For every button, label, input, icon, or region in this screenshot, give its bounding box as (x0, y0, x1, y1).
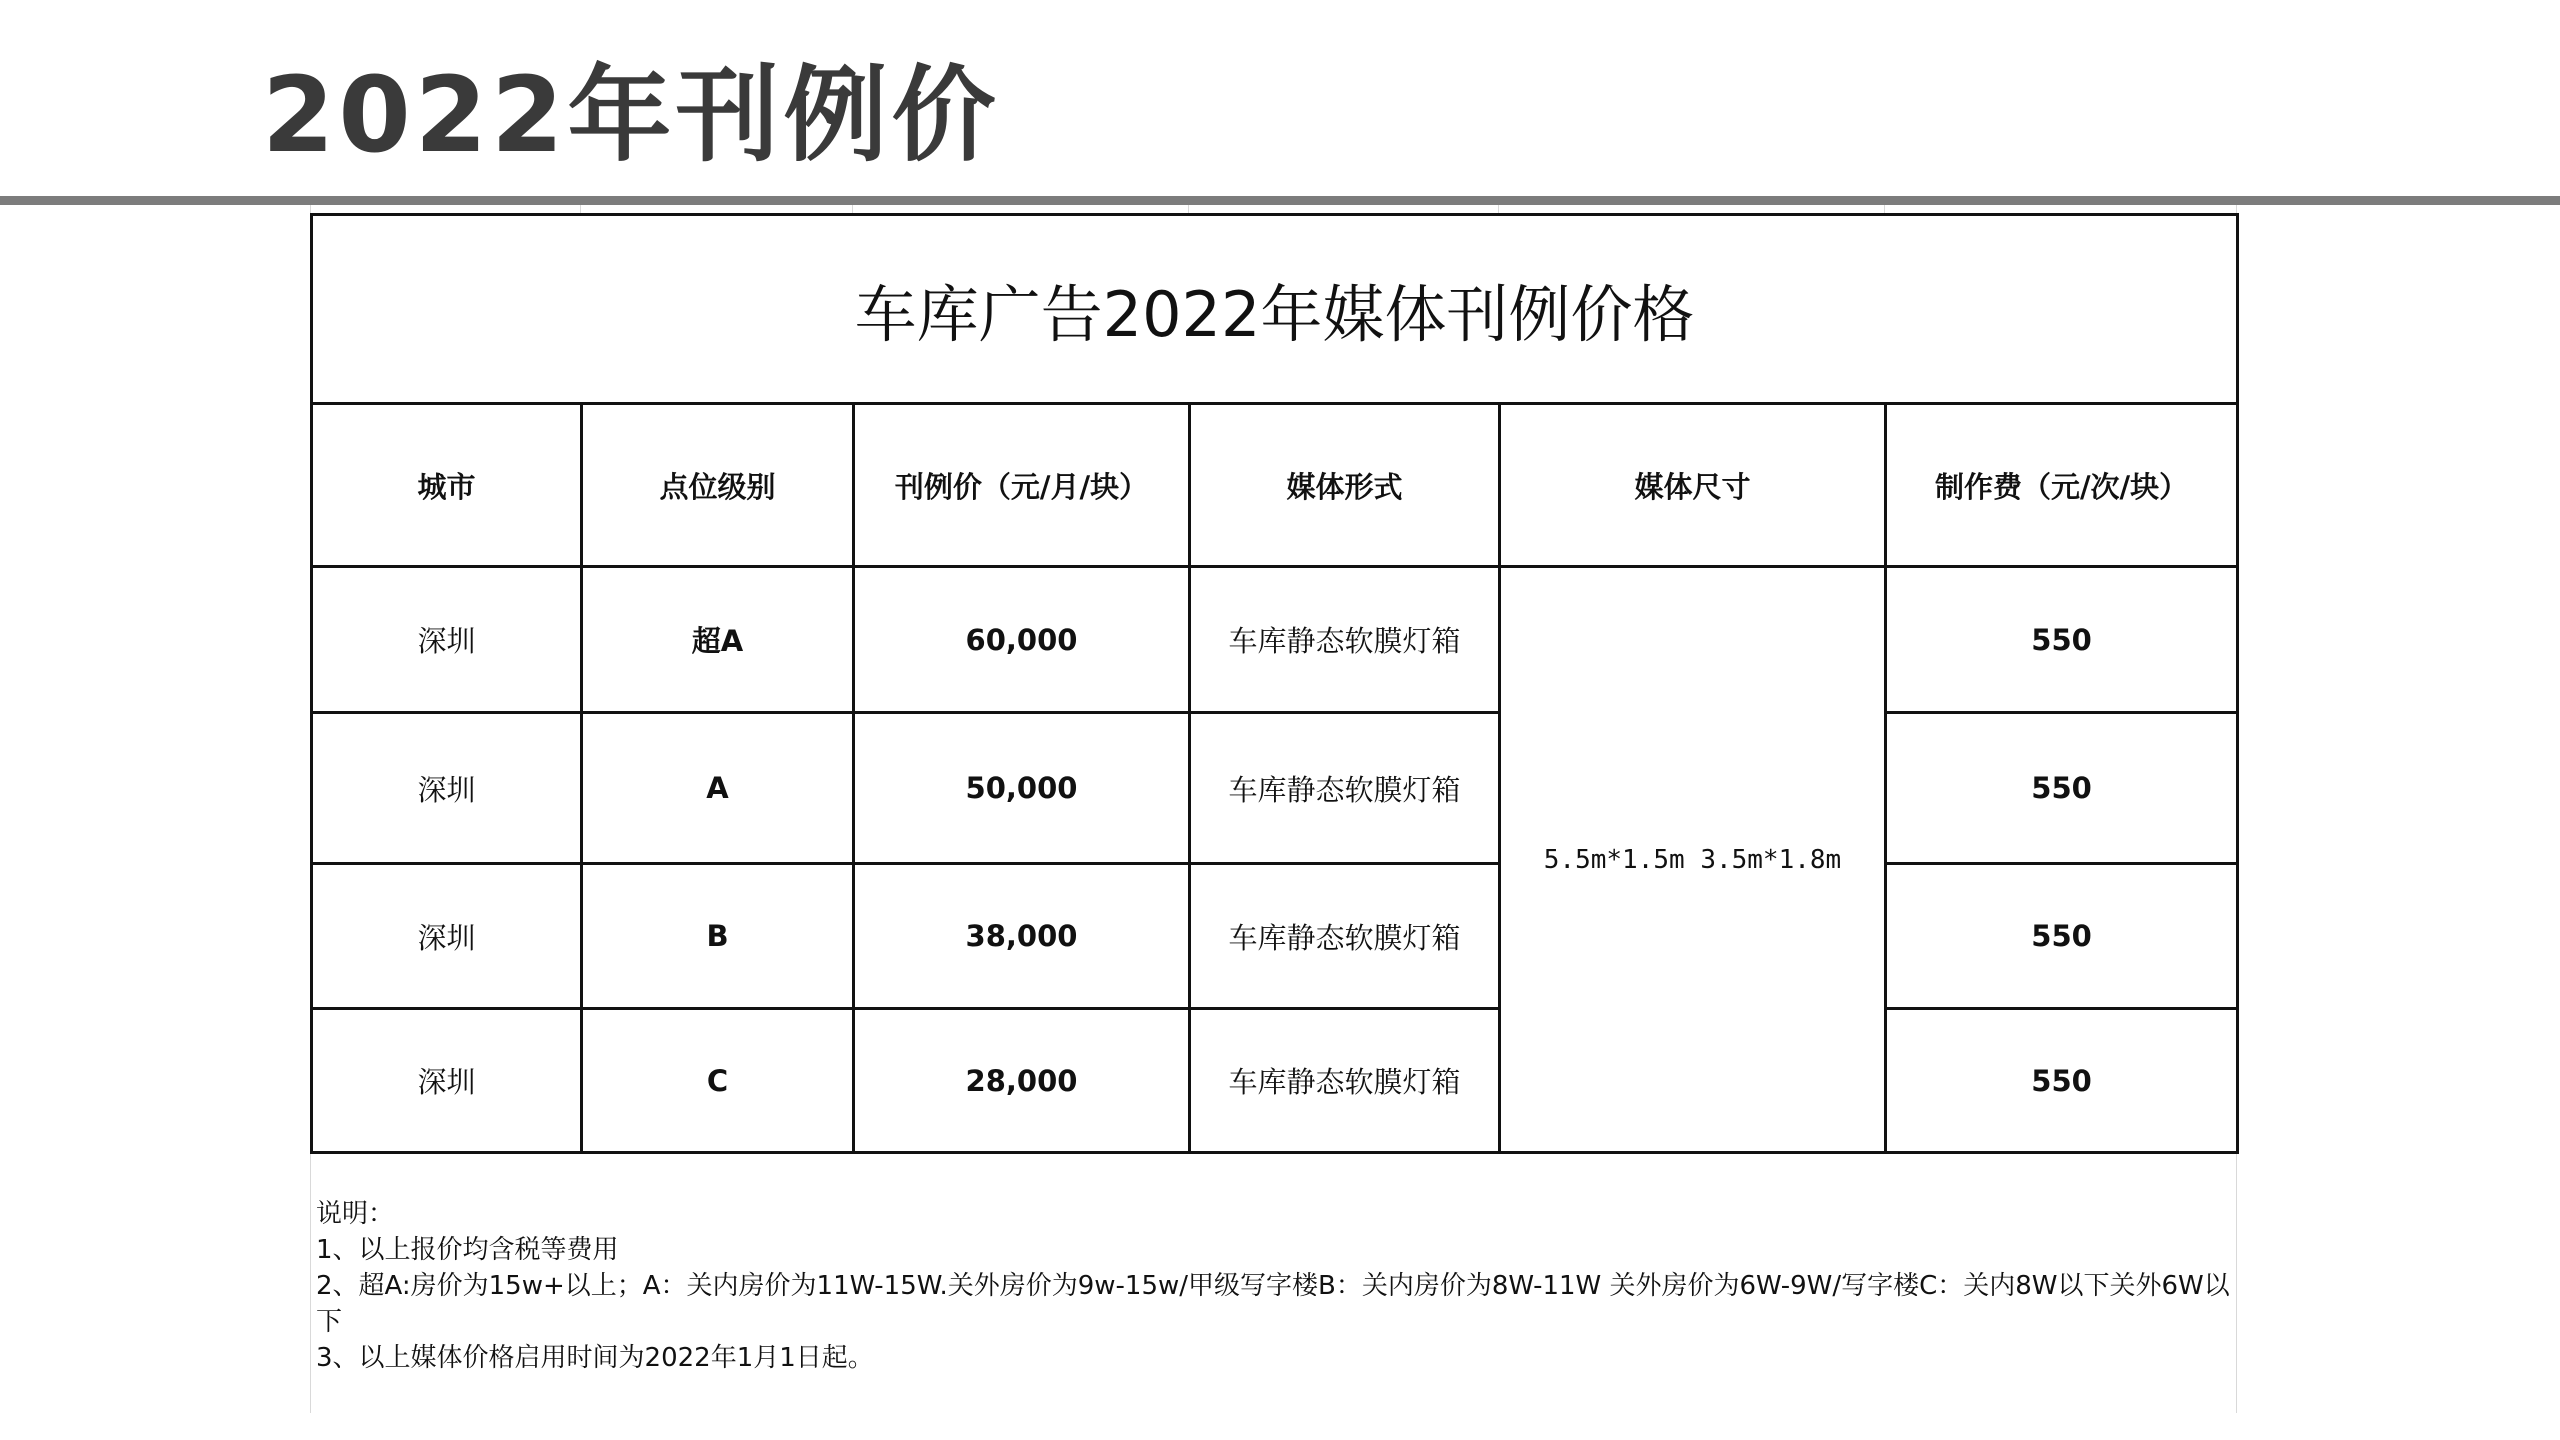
cell-price: 50,000 (854, 713, 1190, 864)
cell-level: 超A (582, 567, 854, 713)
cell-price: 38,000 (854, 864, 1190, 1009)
cell-city: 深圳 (312, 713, 582, 864)
table-caption-row (312, 215, 2238, 404)
cell-media-form: 车库静态软膜灯箱 (1190, 713, 1500, 864)
cell-production-fee: 550 (1886, 1009, 2238, 1153)
cell-price: 28,000 (854, 1009, 1190, 1153)
page-title: 2022年刊例价 (262, 54, 1000, 176)
header-production-fee: 制作费（元/次/块） (1886, 404, 2238, 567)
cell-media-size: 5.5m*1.5m 3.5m*1.8m (1500, 567, 1886, 1153)
table-caption: 车库广告2022年媒体刊例价格 (312, 215, 2238, 404)
cell-city: 深圳 (312, 864, 582, 1009)
cell-level: C (582, 1009, 854, 1153)
title-divider (0, 196, 2560, 205)
table-header-row (312, 404, 2238, 567)
table-row (312, 567, 2238, 713)
cell-media-form: 车库静态软膜灯箱 (1190, 567, 1500, 713)
header-media-form: 媒体形式 (1190, 404, 1500, 567)
table-row (312, 1009, 2238, 1153)
table-row (312, 864, 2238, 1009)
cell-production-fee: 550 (1886, 864, 2238, 1009)
header-price: 刊例价（元/月/块） (854, 404, 1190, 567)
cell-city: 深圳 (312, 1009, 582, 1153)
notes-line: 1、以上报价均含税等费用 (316, 1235, 619, 1265)
notes-heading: 说明： (316, 1199, 395, 1229)
cell-city: 深圳 (312, 567, 582, 713)
cell-media-form: 车库静态软膜灯箱 (1190, 864, 1500, 1009)
notes-section (316, 1196, 2236, 1376)
header-city: 城市 (312, 404, 582, 567)
price-table (310, 213, 2239, 1154)
cell-level: B (582, 864, 854, 1009)
notes-line: 3、以上媒体价格启用时间为2022年1月1日起。 (316, 1343, 874, 1373)
cell-price: 60,000 (854, 567, 1190, 713)
cell-production-fee: 550 (1886, 713, 2238, 864)
header-level: 点位级别 (582, 404, 854, 567)
notes-line: 2、超A:房价为15w+以上；A：关内房价为11W-15W.关外房价为9w-15w/甲级写字楼B：关内房价为8W-11W 关外房价为6W-9W/写字楼C：关内8W以下关外6W以下 (316, 1271, 2230, 1337)
cell-production-fee: 550 (1886, 567, 2238, 713)
cell-level: A (582, 713, 854, 864)
cell-media-form: 车库静态软膜灯箱 (1190, 1009, 1500, 1153)
header-media-size: 媒体尺寸 (1500, 404, 1886, 567)
table-row (312, 713, 2238, 864)
